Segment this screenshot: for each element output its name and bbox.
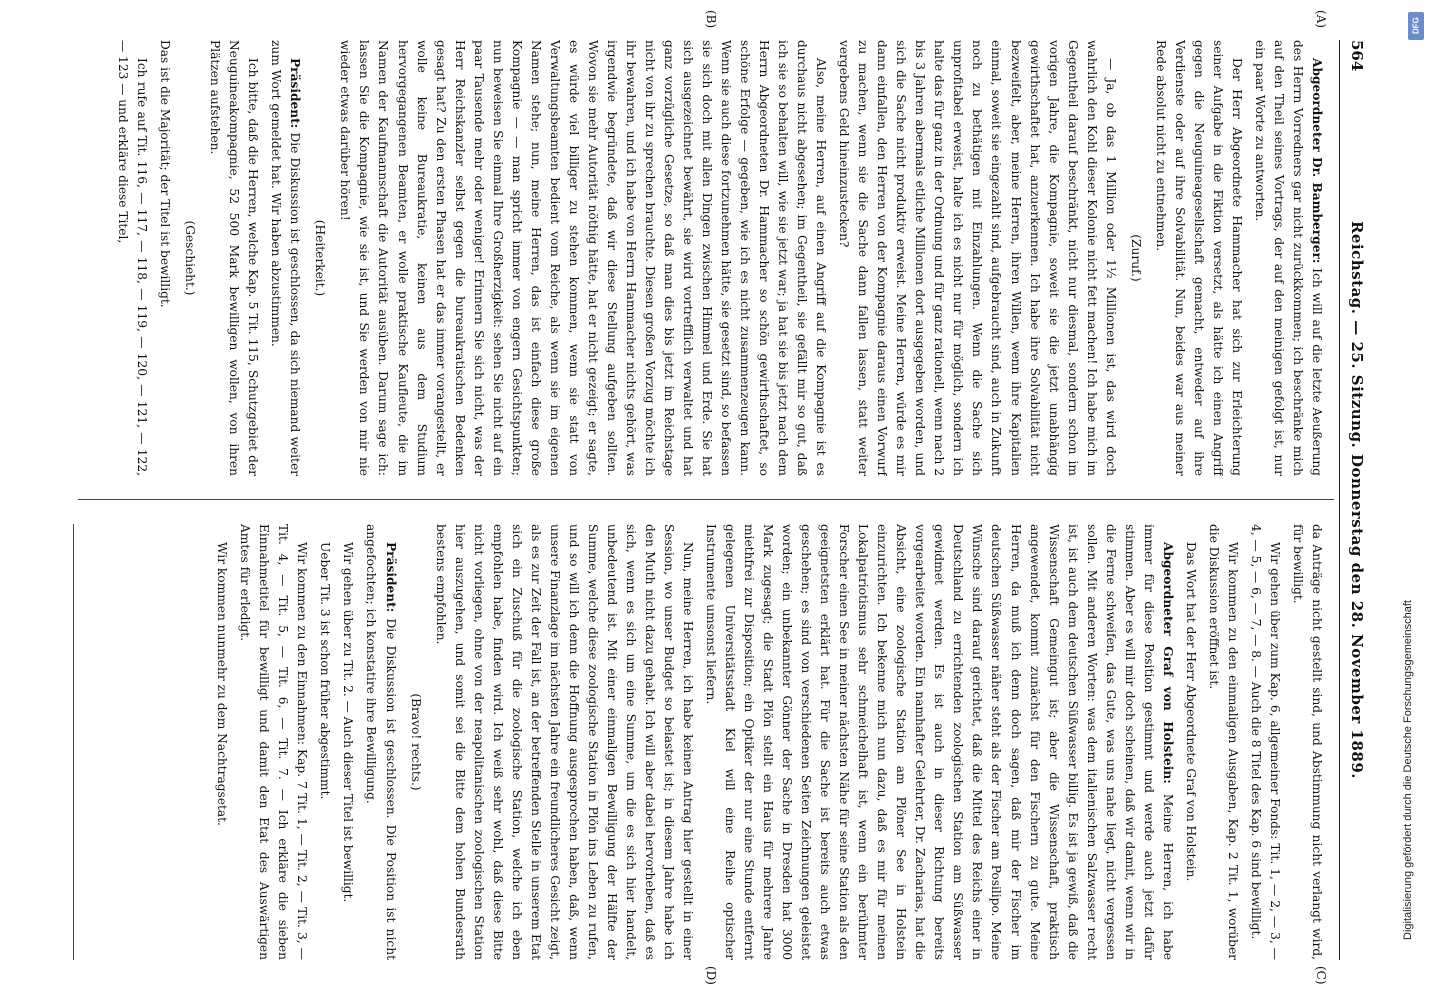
paragraph-text: Meine Herren, ich habe immer für diese Position gestimmt und werde auch jetzt dafür stimmen. Aber es will mir doch scheinen, daß wir damit, wenn wir in die Ferne schweifen, das Gute, was uns nahe liegt, nicht vergessen sollen. Mit anderen Worten: was dem italienischen Salzwasser recht ist, ist auch dem deutschen Süßwasser billig. Es ist ja gewiß, daß die Wissenschaft Gemeingut ist; aber die Wissenschaft, praktisch angewendet, kommt zunächst für den Fischern zu gute. Meine Herren, da muß ich denn doch sagen, daß mir der Fischer im deutschen Süßwasser näher steht als der Fischer am Posilipo. Meine Wünsche sind darauf gerichtet, daß die Mittel des Reichs einer in Deutschland zu errichtenden zoologischen Station am Süßwasser gewidmet werden. Es ist auch in dieser Richtung bereits vorgearbeitet worden. Ein namhafter Gelehrter, Dr. Zacharias, hat die Absicht, eine zoologische Station am Plöner See in Holstein einzurichten. Ich bekenne mich nun dazu, daß es mir für meinen Lokalpatriotismus sehr schmeichelhaft ist, wenn ein berühmter Forscher einen See in meiner nächsten Nähe für seine Station als den geeignetsten erklärt hat. Für die Sache ist bereits auch etwas geschehen; es sind von verschiedenen Seiten Zeichnungen geleistet worden; ein unbekannter Gönner der Sache in Dresden hat 3000 Mark zugesagt; die Stadt Plön stellt ein Haus für mehrere Jahre miethfrei zur Disposition; ein Optiker der nur eine Stunde entfernt gelegenen Universitätsstadt Kiel will eine Reihe optischer Instrumente umsonst liefern. [704, 524, 1175, 960]
paragraph-text: Wir kommen nunmehr zu dem Nachtragsetat. [215, 542, 230, 826]
paragraph-text: Nun, meine Herren, ich habe keinen Antrag hier gestellt in einer Session, wo unser Budget so belastet ist; in diesem Jahre habe ich den Muth nicht dazu gehabt. Ich will aber dabei hervorheben, daß es sich, wenn es sich um eine Summe, um die es sich hier handelt, unbedeutend ist. Mit einer einmaligen Bewilligung der Hälfte der Summe, welche diese zoologische Station in Plön ins Leben zu rufen, und so will ich denn die Hoffnung ausgesprochen haben, daß, wenn unsere Finanzlage im nächsten Jahre ein freundlicheres Gesicht zeigt, als es zur Zeit der Fall ist, an der betreffenden Stelle in unserem Etat sich ein Zuschuß für die zoologische Station, welche ich eben empfohlen habe, finden wird. Ich weiß sehr wohl, daß diese Bitte nicht vorliegen, ohne von der neapolitanischen zoologischen Station hier auszugehen, und somit sei die Bitte dem hohen Bundesrath bestens empfohlen. [433, 524, 695, 960]
document-page [70, 10, 1370, 985]
paragraph-text: (Zuruf.) [1128, 234, 1143, 282]
paragraph [180, 40, 199, 476]
right-column [76, 524, 1326, 960]
page-title: Reichstag. — 25. Sitzung. Donnerstag den 28. November 1889. [1348, 220, 1366, 780]
paragraph-text: Das Wort hat der Herr Abgeordnete Graf von Holstein. [1183, 542, 1198, 882]
paragraph [1204, 524, 1242, 960]
page-header [1339, 40, 1370, 960]
speaker-name: Abgeordneter Graf von Holstein: [1160, 542, 1175, 784]
speaker-name: Abgeordneter Dr. Bamberger: [1310, 58, 1324, 264]
paragraph [834, 40, 1119, 476]
paragraph-text: Wir gehen über zu Tit. 2. — Auch dieser Titel ist bewilligt. [341, 542, 356, 903]
speaker-name: Präsident: [383, 542, 398, 613]
paragraph [1250, 40, 1326, 476]
paragraph [335, 40, 830, 476]
paragraph [113, 40, 151, 476]
dfg-logo: DFG [1408, 12, 1424, 40]
paragraph-text: Also, meine Herren, auf einen Angriff auf die Kompagnie ist es durchaus nicht abgesehen; im Gegentheil, sie gefällt mir so gut, daß ich sie so behalten will, wie sie jetzt war; ja hat sie bis jetzt nach dem Herrn Abgeordneten Dr. Hammacher so schön gewirthschaftet, so schöne Erfolge — gegeben, wie ich es nicht zusammenzeugen kann. Wenn sie auch diese fortzunehmen hätte, sie gesetzt sind, so befassen sie sich doch mit allen Dingen zwischen Himmel und Erde. Sie hat sich ausgezeichnet bewährt, sie wird vortrefflich verwaltet und hat ganz vorzügliche Gesetze, so daß man dies bis jetzt im Reichstage nicht von ihr zu sprechen brauchte. Diesen großen Vorzug möchte ich ihr bewahren, und ich habe von Herrn Hammacher nichts gehört, was irgendwie begründete, daß wir diese Stellung aufgeben sollten. Wovon sie mehr Autorität nöthig hätte, hat er nicht gezeigt; er sagte, es würde viel billiger zu stehen kommen, wenn sie statt von Verwaltungsbeamten bedient vom Reiche, als wenn sie im eigenen Namen stehe; nun, meine Herren, das ist einfach diese große Kompagnie — — man spricht immer von engern Gesichtspunkten; nun beweisen Sie einmal Ihre Großherzigkeit: sehen Sie nicht auf ein paar Tausende mehr oder weniger! Erinnern Sie sich nicht, was der Herr Reichskanzler selbst gegen die bureaukratischen Bedenken gesagt hat? Zu den ersten Phasen hat er das immer vorangestellt, er wolle keine Bureaukratie, keinen aus dem Studium hervorgegangenen Beamten, er wolle praktische Kaufleute, die im Namen der Kaufmannschaft die Autorität ausüben. Darum sage ich: lassen Sie die Kompagnie, wie sie ist, und Sie werden von mir nie wieder etwas darüber hören! [338, 40, 829, 476]
paragraph [338, 524, 357, 960]
paragraph [1288, 524, 1326, 960]
paragraph [235, 524, 311, 960]
paragraph [1246, 524, 1284, 960]
paragraph [1151, 40, 1246, 476]
paragraph [431, 524, 697, 960]
paragraph [205, 40, 262, 476]
paragraph-text: (Heiterkeit.) [313, 219, 328, 297]
paragraph-text: da Anträge nicht gestellt sind, und Abstimmung nicht verlangt wird, für bewilligt. [1290, 524, 1324, 960]
paragraph-text: Die Diskussion ist geschlossen, da sich niemand weiter zum Wort gemeldet hat. Wir haben abzustimmen. [269, 40, 303, 476]
speaker-name: Präsident: [288, 58, 303, 129]
margin-marker-c: (C) [1314, 966, 1328, 985]
margin-marker-d: (D) [704, 966, 718, 985]
paragraph-text: (Bravo! rechts.) [408, 693, 423, 791]
paragraph-text: Ueber Tit. 3 ist schon früher abgestimmt. [318, 542, 333, 800]
paragraph [406, 524, 425, 960]
paragraph-text: Wir kommen zu den Einnahmen: Kap. 7 Tit. 1, — Tit. 2, — Tit. 3, — Tit. 4, — Tit. 5, — Tit. 6, — Tit. 7. — Ich erkläre die sieben Einnahmetitel für bewilligt und damit den Etat des Auswärtigen Amtes für erledigt. [238, 524, 310, 960]
section-rule [73, 524, 74, 960]
paragraph-text: Das ist die Majorität; der Titel ist bewilligt. [158, 40, 173, 308]
paragraph [310, 40, 329, 476]
paragraph [361, 524, 399, 960]
paragraph-text: Ich will auf die letzte Aeußerung des Herrn Vorredners gar nicht zurückkommen; ich beschränke mich auf den Theil seines Vortrags, der auf den meinigen gefolgt ist, nur ein paar Worte zu antworten. [1252, 40, 1324, 476]
paragraph [701, 524, 1177, 960]
paragraph [155, 40, 174, 476]
digitization-note: Digitalisierung gefördert durch die Deutsche Forschungsgemeinschaft [1402, 600, 1414, 940]
paragraph-text: Ich bitte, daß die Herren, welche Kap. 5 Tit. 115, Schutzgebiet der Neuguineakompagnie, 52 500 Mark bewilligen wollen, von ihren Plätzen aufstehen. [208, 40, 261, 476]
paragraph [315, 524, 334, 960]
paragraph-text: Wir kommen zu den einmaligen Ausgaben, Kap. 2 Tit. 1, worüber die Diskussion eröffnet ist. [1206, 524, 1240, 960]
paragraph-text: Ich rufe auf Tit. 116, — 117, — 118, — 119, — 120, — 121, — 122, — 123 — und erkläre diese Titel, [116, 40, 150, 476]
column-divider [78, 499, 1334, 500]
margin-marker-b: (B) [704, 10, 718, 29]
page-number: 564 [1348, 40, 1366, 72]
paragraph-text: — Ja, ob das 1 Million oder 1½ Millionen ist, das wird doch wahrlich den Kohl dieser Kolonie nicht fett machen! Ich habe mich im Gegentheil darauf beschränkt, nicht nur diesmal, sondern schon im vorigen Jahre, die Kompagnie, soweit sie die jetzt unabhängig gewirthschaftet hat, anzuerkennen. Ich habe ihre Solvabilität nicht bezweifelt, aber, meine Herren, ihren Willen, wenn ihre Kapitalien einmal, soweit sie eingezahlt sind, aufgebraucht sind, auch in Zukunft noch zu bethätigen mit Einzahlungen. Wenn die Sache sich unprofitabel erweist, halte ich es nicht nur für möglich, sondern ich halte das für ganz in der Ordnung und für ganz rationell, wenn nach 2 bis 3 Jahren abermals etliche Millionen dort ausgegeben worden, und sich die Sache nicht produktiv erweist. Meine Herren, würde es mir dann einfallen, den Herren von der Kompagnie daraus einen Vorwurf zu machen, wenn sie die Sache dann fallen lassen, statt weiter vergebens Geld hineinzustecken? [837, 40, 1118, 476]
paragraph [1126, 40, 1145, 476]
paragraph [212, 524, 231, 960]
paragraph-text: Der Herr Abgeordnete Hammacher hat sich zur Erleichterung seiner Aufgabe in die Fiktion versetzt, als hätte ich einen Angriff gegen die Neuguineagesellschaft gemacht, entweder auf ihre Verdienste oder auf ihre Solvabilität. Nun, beides war aus meiner Rede absolut nicht zu entnehmen. [1153, 40, 1244, 476]
paragraph-text: (Geschieht.) [183, 220, 198, 296]
paragraph-text: Die Diskussion ist geschlossen. Die Position ist nicht angefochten; ich konstatire ihre Bewilligung. [364, 524, 398, 960]
left-column [76, 40, 1326, 476]
paragraph [266, 40, 304, 476]
margin-marker-a: (A) [1314, 10, 1328, 29]
paragraph-text: Wir gehen über zum Kap. 6, allgemeiner Fonds: Tit. 1, — 2, — 3, — 4, — 5, — 6, — 7, — 8. — Auch die 8 Titel des Kap. 6 sind bewilligt. [1248, 524, 1282, 960]
paragraph [1181, 524, 1200, 960]
